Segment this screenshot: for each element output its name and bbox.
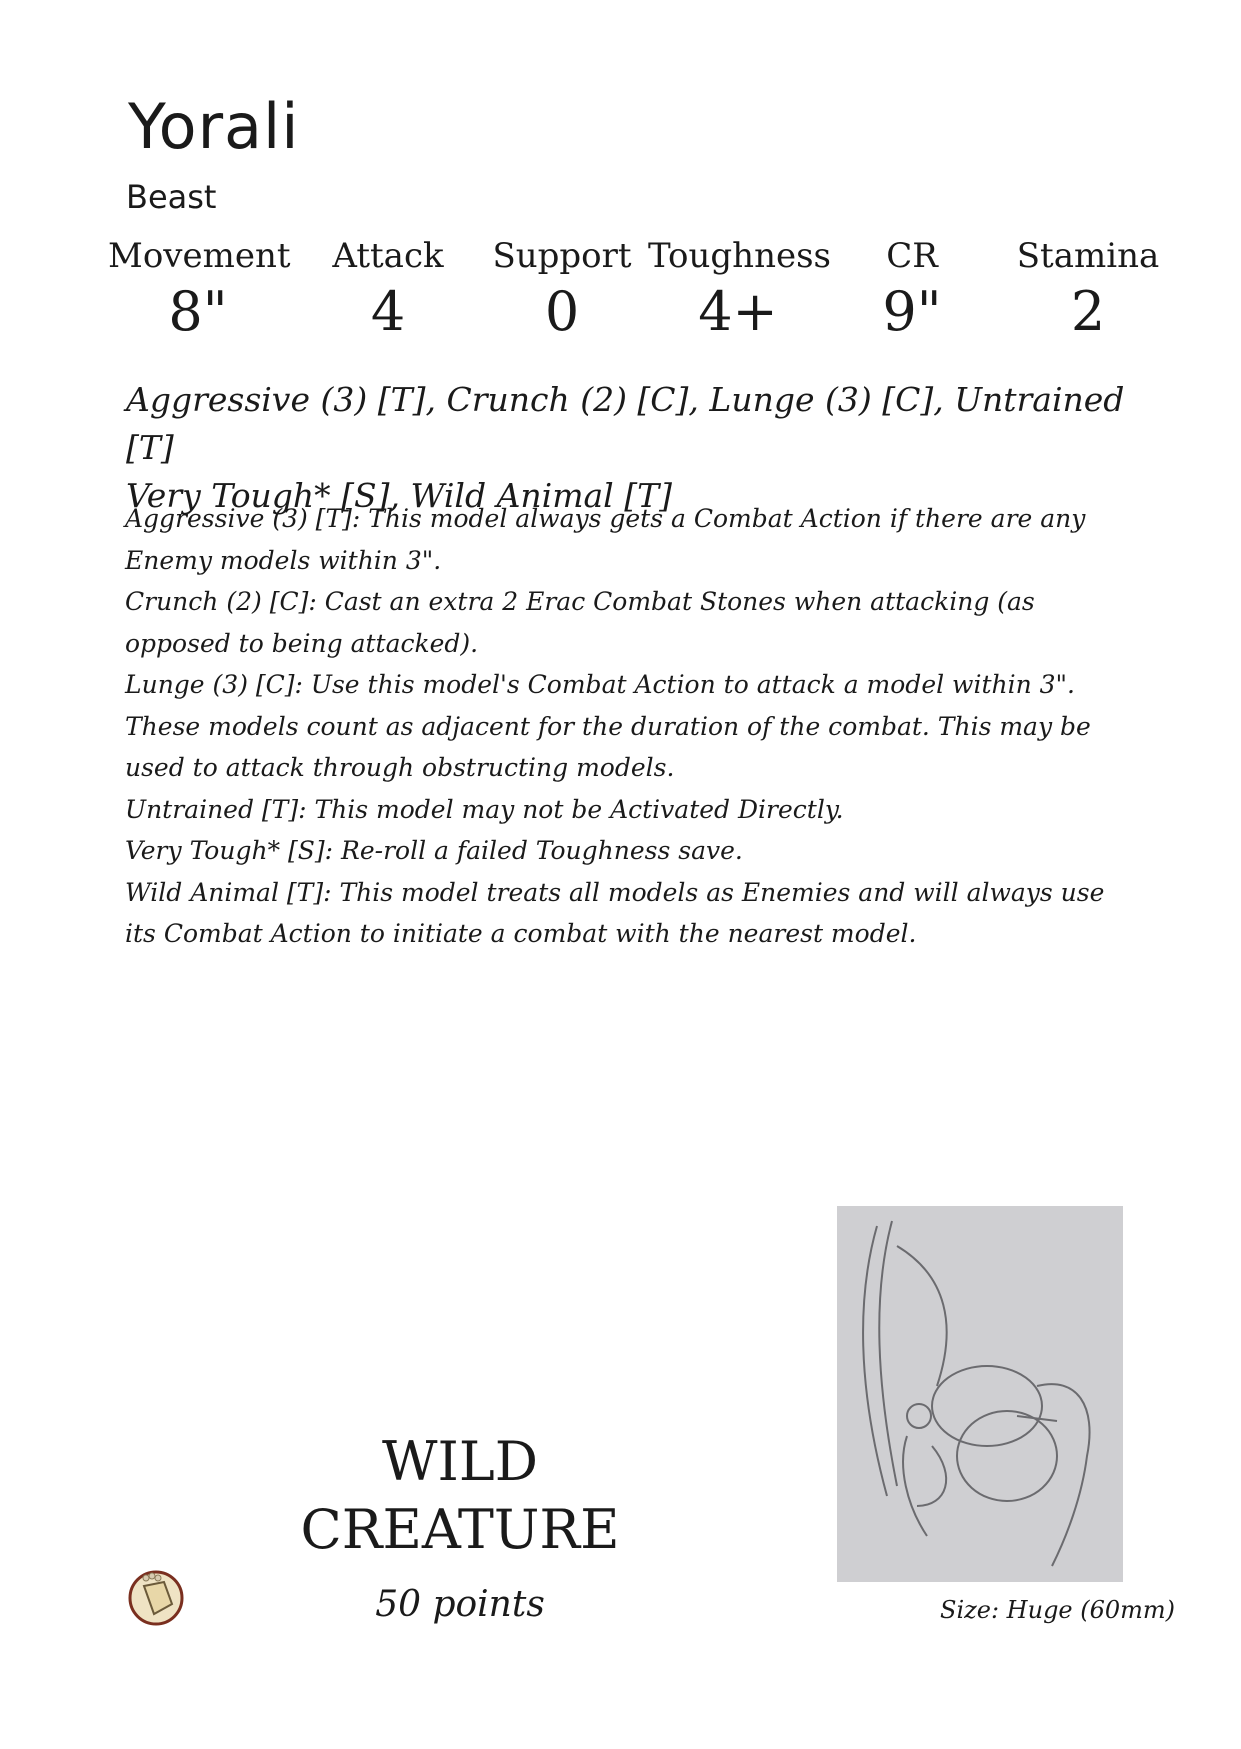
stat-value: 0 (544, 280, 580, 343)
creature-type: Beast (126, 178, 217, 216)
trait-description: Very Tough* [S]: Re-roll a failed Toughness save. (125, 836, 743, 865)
traits-line: Very Tough* [S], Wild Animal [T] (126, 476, 672, 515)
category-heading (290, 1428, 630, 1564)
trait-description: Crunch (2) [C]: Cast an extra 2 Erac Combat Stones when attacking (as opposed to being attacked). (125, 587, 1035, 658)
trait-description: Lunge (3) [C]: Use this model's Combat Action to attack a model within 3". These models count as adjacent for the duration of the combat. This may be used to attack through obstructing models. (125, 670, 1091, 782)
stat-movement (108, 236, 291, 343)
trait-description: Wild Animal [T]: This model treats all models as Enemies and will always use its Combat Action to initiate a combat with the nearest model. (125, 877, 1105, 948)
trait-description: Aggressive (3) [T]: This model always gets a Combat Action if there are any Enemy models within 3". (125, 504, 1086, 575)
stat-toughness (648, 236, 831, 343)
points-cost: 50 points (375, 1584, 545, 1625)
stat-label: Attack (332, 236, 444, 276)
stat-value: 8" (168, 280, 228, 343)
stat-value: 9" (882, 280, 942, 343)
stat-support (472, 236, 652, 343)
stat-label: Toughness (648, 236, 831, 276)
hand-stones-icon (124, 1564, 188, 1628)
model-size: Size: Huge (60mm) (940, 1596, 1176, 1624)
stat-attack (298, 236, 478, 343)
stat-label: Support (492, 236, 632, 276)
trait-descriptions (125, 498, 1125, 955)
category-line: WILD (382, 1430, 538, 1493)
category-line: CREATURE (300, 1498, 620, 1561)
creature-name: Yorali (128, 90, 300, 163)
stat-value: 4 (370, 280, 406, 343)
creature-sketch-image (837, 1206, 1123, 1582)
stat-cr (822, 236, 1002, 343)
stat-stamina (998, 236, 1178, 343)
trait-description: Untrained [T]: This model may not be Activated Directly. (125, 794, 844, 824)
stat-value: 4+ (698, 280, 778, 343)
traits-line: Aggressive (3) [T], Crunch (2) [C], Lunge (3) [C], Untrained [T] (126, 380, 1125, 467)
stat-value: 2 (1070, 280, 1106, 343)
stat-label: Movement (108, 236, 291, 276)
stat-label: Stamina (1016, 236, 1160, 276)
stat-label: CR (886, 236, 938, 276)
